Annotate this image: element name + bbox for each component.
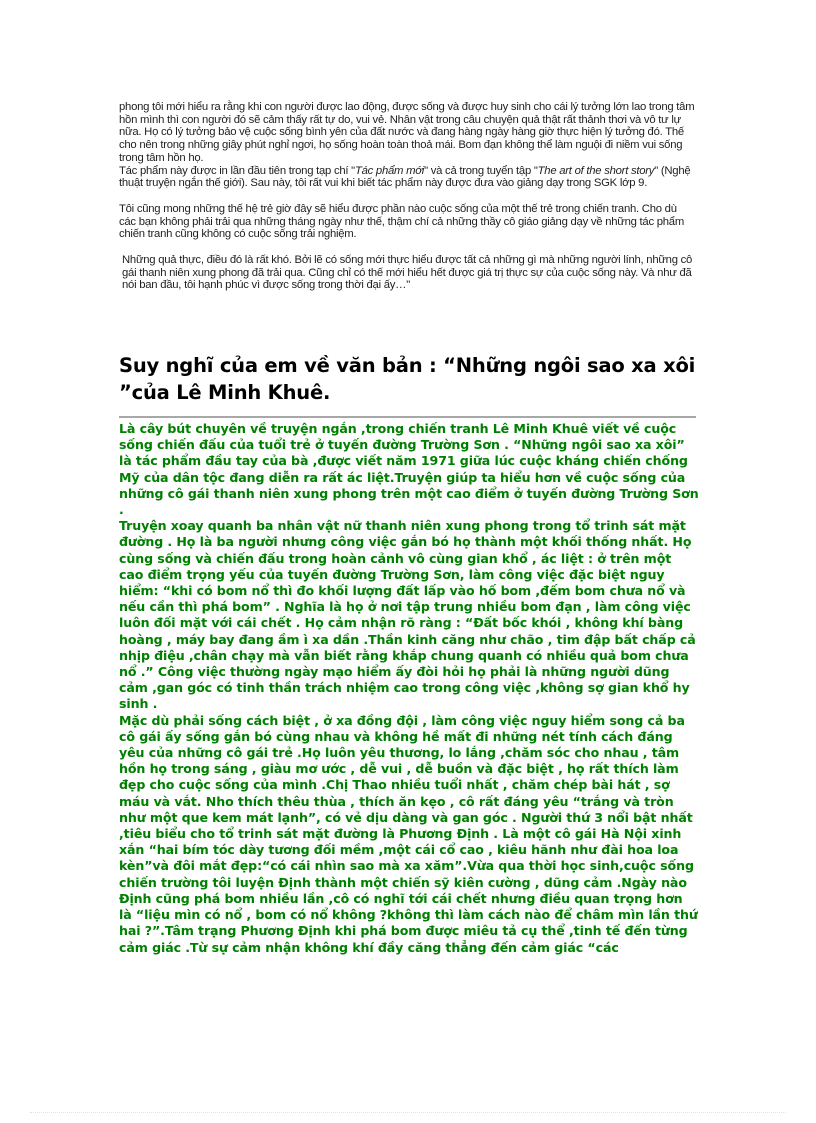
closing-paragraph: Những quả thực, điều đó là rất khó. Bởi lẽ có sống mới thực hiểu được tất cả những gì mà những người lính, những cô gái thanh niên xung phong đã trải qua. Cũng chỉ có thế mới hiểu hết được giá trị thực sự của cuộc sống này. Và như đã nói ban đầu, tôi hạnh phúc vì được sống trong thời đại ấy…" [122,254,693,292]
title-divider [119,416,696,418]
intro-paragraph: phong tôi mới hiểu ra rằng khi con người được lao động, được sống và được huy sinh cho cái lý tưởng lớn lao trong tâm hồn mình thì con người đó sẽ cảm thấy rất tự do, vui vẻ. Nhân vật trong câu chuyện quả thật rất thảnh thơi và vô tư lự nữa. Họ có lý tưởng bảo vệ cuộc sống bình yên của đất nước và đang hàng ngày hàng giờ thực hiện lý tưởng đó. Thế cho nên trong những giây phút nghỉ ngơi, họ sống hoàn toàn thoả mái. Bom đạn không thể làm nguội đi niềm vui sống trong tâm hồn họ. [119,101,695,164]
reflection-section [119,101,695,292]
publication-note [119,165,695,190]
paragraph-spacer [119,241,695,254]
wish-paragraph: Tôi cũng mong những thế hệ trẻ giờ đây sẽ hiểu được phần nào cuộc sống của một thế trẻ trong chiến tranh. Cho dù các bạn không phải trải qua những tháng ngày như thế, thậm chí cả những thầy cô giáo giảng dạy về những tác phẩm chiến tranh cũng không có cuộc sống trải nghiệm. [119,202,684,241]
essay-paragraph: Mặc dù phải sống cách biệt , ở xa đồng đội , làm công việc nguy hiểm song cả ba cô gái ấy sống gắn bó cùng nhau và không hề mất đi những nét tính cách đáng yêu của những cô gái trẻ .Họ luôn yêu thương, lo lắng ,chăm sóc cho nhau , tâm hồn họ trong sáng , giàu mơ ước , dễ vui , dễ buồn và đặc biệt , họ rất thích làm đẹp cho cuộc sống của mình .Chị Thao nhiều tuổi nhất , chăm chép bài hát , sợ máu và vắt. Nho thích thêu thùa , thích ăn kẹo , cô rất đáng yêu “trắng và tròn như một que kem mát lạnh”, có vẻ dịu dàng và gan góc . Người thứ 3 nổi bật nhất ,tiêu biểu cho tổ trinh sát mặt đường là Phương Định . Là một cô gái Hà Nội xinh xắn “hai bím tóc dày tương đối mềm ,một cái cổ cao , kiêu hãnh như đài hoa loa kèn”và đôi mắt đẹp:“có cái nhìn sao mà xa xăm”.Vừa qua thời học sinh,cuộc sống chiến trường tôi luyện Định thành một chiến sỹ kiên cường , dũng cảm .Ngày nào Định cũng phá bom nhiều lần ,cô có nghĩ tới cái chết nhưng điều quan trọng hơn là “liệu mìn có nổ , bom có nổ không ?không thì làm cách nào để châm mìn lần thứ hai ?”.Tâm trạng Phương Định khi phá bom được miêu tả cụ thể ,tinh tế đến từng cảm giác .Từ sự cảm nhận không khí đầy căng thẳng đến cảm giác “các [119,712,698,955]
essay-paragraph: Là cây bút chuyên về truyện ngắn ,trong chiến tranh Lê Minh Khuê viết về cuộc sống chiến đấu của tuổi trẻ ở tuyến đường Trường Sơn . “Những ngôi sao xa xôi” là tác phẩm đầu tay của bà ,được viết năm 1971 giữa lúc cuộc kháng chiến chống Mỹ của dân tộc đang diễn ra rất ác liệt.Truyện giúp ta hiểu hơn về cuộc sống của những cô gái thanh niên xung phong trên một cao điểm ở tuyến đường Trường Sơn . [119,421,699,518]
publication-note-text: Tác phẩm này được in lần đầu tiên trong tạp chí " [119,164,355,177]
essay-body [119,421,699,956]
magazine-title: Tác phẩm mới [354,164,425,177]
paragraph-spacer [119,190,695,203]
publication-note-text: " và cả trong tuyển tập " [424,164,538,177]
publication-note-text: " (Nghệ thuật truyện ngắn thế giới). Sau này, tôi rất vui khi biết tác phẩm này được đưa vào giảng dạy trong SGK lớp 9. [119,164,691,190]
anthology-title: The art of the short story [537,164,655,177]
page-footer-divider [30,1112,786,1113]
essay-title: Suy nghĩ của em về văn bản : “Những ngôi sao xa xôi ”của Lê Minh Khuê. [119,354,696,404]
essay-paragraph: Truyện xoay quanh ba nhân vật nữ thanh niên xung phong trong tổ trinh sát mặt đường . Họ là ba người nhưng công việc gắn bó họ thành một khối thống nhất. Họ cùng sống và chiến đấu trong hoàn cảnh vô cùng gian khổ , ác liệt : ở trên một cao điểm trọng yếu của tuyến đường Trường Sơn, làm công việc đặc biệt nguy hiểm: “khi có bom nổ thì đo khối lượng đất lấp vào hố bom ,đếm bom chưa nổ và nếu cần thì phá bom” . Nghĩa là họ ở nơi tập trung nhiều bom đạn , làm công việc luôn đối mặt với cái chết . Họ cảm nhận rõ ràng : “Đất bốc khói , không khí bàng hoàng , máy bay đang ầm ì xa dần .Thần kinh căng như chão , tim đập bất chấp cả nhịp điệu ,chân chạy mà vẫn biết rằng khắp chung quanh có nhiều quả bom chưa nổ .” Công việc thường ngày mạo hiểm ấy đòi hỏi họ phải là những người dũng cảm ,gan góc có tinh thần trách nhiệm cao trong công việc ,không sợ gian khổ hy sinh . [119,518,696,712]
